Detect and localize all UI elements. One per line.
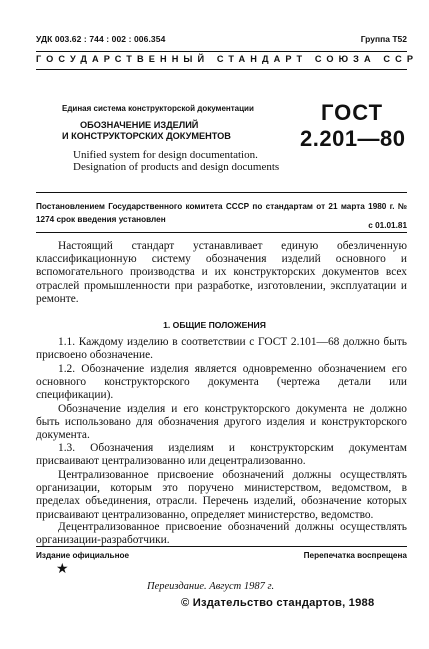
effective-date: с 01.01.81 (368, 221, 407, 230)
paragraph-1-3-centralized: Централизованное присвоение обозначений должны осуществлять организации, которым это поручено министерством, ведомством, в пределах объединения, отрасли. Перечень изделий, обозначение которых присваивают централизованно, определяет министерство, ведомство. (36, 469, 407, 521)
paragraph-1-3-decentralized: Децентрализованное присвоение обозначений должны осуществлять организации-разработчики. (36, 521, 407, 547)
paragraph-1-2: 1.2. Обозначение изделия является одновременно обозначением его основного конструкторского документа (чертежа детали или спецификации). (36, 363, 407, 402)
gost-label: ГОСТ (321, 100, 384, 125)
paragraph-1-2-cont: Обозначение изделия и его конструкторского документа не должно быть использовано для обозначения другого изделия и конструкторского документа. (36, 403, 407, 442)
english-title-line2: Designation of products and design documents (73, 161, 280, 173)
paragraph-1-1: 1.1. Каждому изделию в соответствии с ГОСТ 2.101—68 должно быть присвоено обозначение. (36, 336, 407, 362)
decree-rule (36, 232, 407, 233)
document-title-line2: И КОНСТРУКТОРСКИХ ДОКУМЕНТОВ (62, 131, 231, 141)
section-heading: 1. ОБЩИЕ ПОЛОЖЕНИЯ (163, 320, 266, 330)
footer-rule (36, 546, 407, 547)
udk-code: УДК 003.62 : 744 : 002 : 006.354 (36, 34, 166, 44)
english-title-line1: Unified system for design documentation. (73, 149, 258, 161)
document-title-line1: ОБОЗНАЧЕНИЕ ИЗДЕЛИЙ (80, 120, 199, 130)
system-name: Единая система конструкторской документации (62, 104, 254, 113)
official-edition-label: Издание официальное (36, 551, 130, 560)
state-standard-banner: ГОСУДАРСТВЕННЫЙ СТАНДАРТ СОЮЗА ССР (36, 54, 419, 64)
publisher-copyright: © Издательство стандартов, 1988 (181, 597, 375, 609)
paragraph-1-3: 1.3. Обозначения изделиям и конструкторским документам присваивают централизованно или децентрализованно. (36, 442, 407, 468)
star-icon: ★ (56, 562, 69, 577)
decree-text: Постановлением Государственного комитета СССР по стандартам от 21 марта 1980 г. № 1274 срок введения установлен (36, 202, 407, 224)
gost-number: 2.201—80 (300, 126, 406, 151)
intro-paragraph: Настоящий стандарт устанавливает единую обезличенную классификационную систему обозначения изделий основного и вспомогательного производства и их конструкторских документов всех отраслей промышленности при разработке, изготовлении, эксплуатации и ремонте. (36, 240, 407, 305)
title-block-rule (36, 192, 407, 193)
reprint-prohibited-label: Перепечатка воспрещена (303, 551, 407, 560)
header-rule-top (36, 51, 407, 52)
header-rule-bottom (36, 69, 407, 70)
group-code: Группа Т52 (360, 34, 407, 44)
reissue-note: Переиздание. Август 1987 г. (147, 581, 275, 592)
